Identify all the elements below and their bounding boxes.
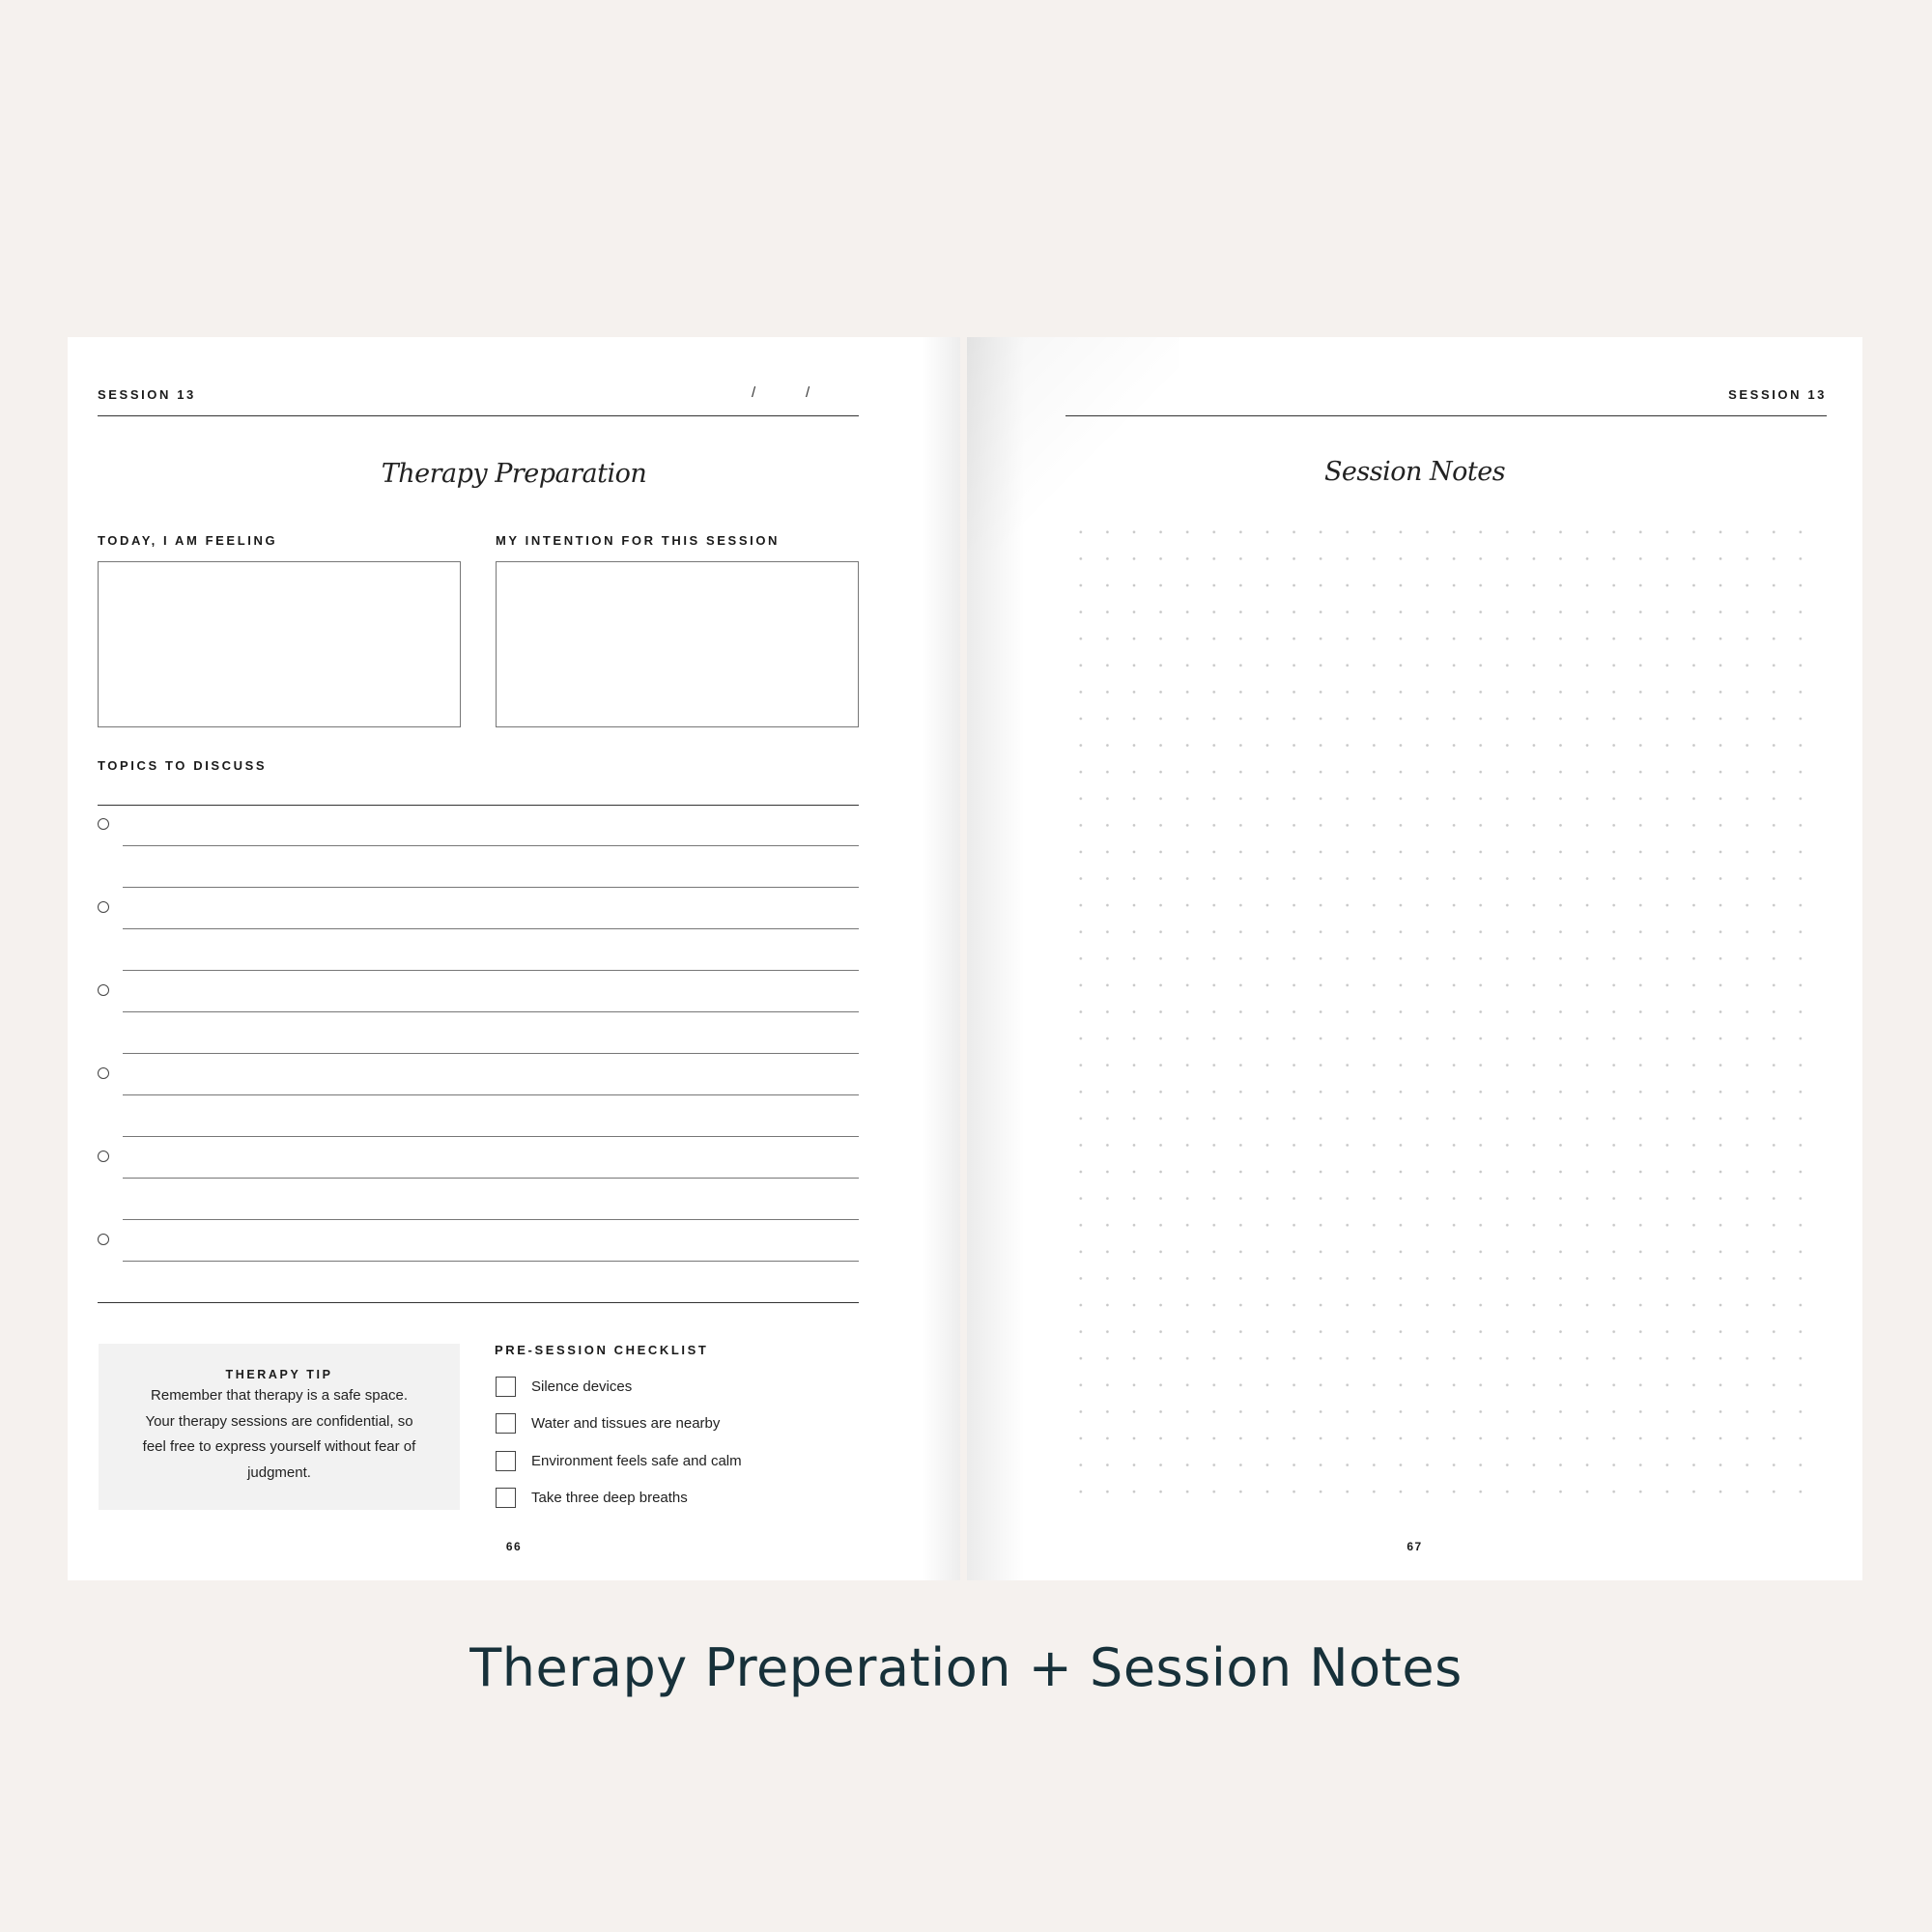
- topic-line[interactable]: [123, 1011, 859, 1012]
- header-rule: [98, 415, 859, 416]
- topic-line[interactable]: [123, 1219, 859, 1220]
- page-title: Session Notes: [1323, 457, 1506, 487]
- header-rule: [1065, 415, 1827, 416]
- session-label: SESSION 13: [1728, 387, 1827, 402]
- intention-box[interactable]: [496, 561, 859, 727]
- topic-line[interactable]: [123, 887, 859, 888]
- checklist-checkbox[interactable]: [496, 1377, 516, 1397]
- topic-bullet[interactable]: [98, 818, 109, 830]
- gutter-shadow: [922, 337, 960, 1580]
- topic-bullet[interactable]: [98, 1067, 109, 1079]
- dot-grid[interactable]: [1067, 519, 1822, 1509]
- checklist-item-label: Water and tissues are nearby: [531, 1415, 721, 1432]
- session-label: SESSION 13: [98, 387, 196, 402]
- left-page: [68, 337, 960, 1580]
- date-separator: /: [806, 384, 810, 401]
- topic-line[interactable]: [123, 845, 859, 846]
- topic-line[interactable]: [123, 970, 859, 971]
- topic-bullet[interactable]: [98, 1234, 109, 1245]
- topic-bullet[interactable]: [98, 901, 109, 913]
- topic-line[interactable]: [123, 1261, 859, 1262]
- date-separator: /: [752, 384, 756, 401]
- page-number: 66: [505, 1540, 523, 1553]
- topic-bullet[interactable]: [98, 984, 109, 996]
- checklist-item-label: Silence devices: [531, 1378, 633, 1395]
- checklist-checkbox[interactable]: [496, 1488, 516, 1508]
- checklist-item-label: Environment feels safe and calm: [531, 1453, 742, 1469]
- topics-top-rule: [98, 805, 859, 806]
- feeling-label: TODAY, I AM FEELING: [98, 533, 278, 548]
- topic-line[interactable]: [123, 1053, 859, 1054]
- checklist-heading: PRE-SESSION CHECKLIST: [495, 1343, 709, 1357]
- right-page: [967, 337, 1862, 1580]
- caption: Therapy Preperation + Session Notes: [469, 1637, 1463, 1698]
- therapy-tip-heading: THERAPY TIP: [225, 1368, 333, 1381]
- intention-label: MY INTENTION FOR THIS SESSION: [496, 533, 781, 548]
- therapy-tip-card: [99, 1344, 460, 1510]
- topic-bullet[interactable]: [98, 1151, 109, 1162]
- checklist-checkbox[interactable]: [496, 1413, 516, 1434]
- checklist-checkbox[interactable]: [496, 1451, 516, 1471]
- topic-line[interactable]: [123, 1094, 859, 1095]
- topics-bottom-rule: [98, 1302, 859, 1303]
- checklist-item-label: Take three deep breaths: [531, 1490, 688, 1506]
- topic-line[interactable]: [123, 1178, 859, 1179]
- topic-line[interactable]: [123, 928, 859, 929]
- page-number: 67: [1406, 1540, 1423, 1553]
- page-title: Therapy Preparation: [381, 459, 647, 489]
- therapy-tip-body: Remember that therapy is a safe space. Your therapy sessions are confidential, so feel free to express yourself without fear of judgment.: [142, 1387, 416, 1481]
- topics-label: TOPICS TO DISCUSS: [98, 758, 268, 773]
- topic-line[interactable]: [123, 1136, 859, 1137]
- feeling-box[interactable]: [98, 561, 461, 727]
- gutter-shade: [967, 337, 1179, 550]
